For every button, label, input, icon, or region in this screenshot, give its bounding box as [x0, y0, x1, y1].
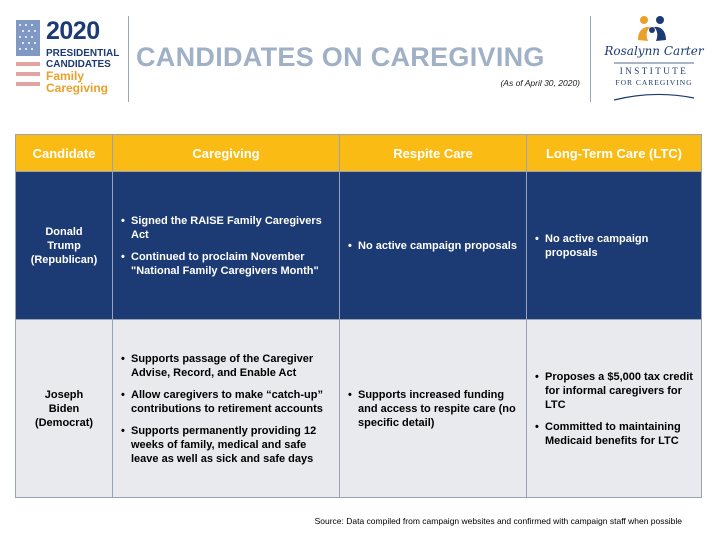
list-item: • Allow caregivers to make “catch-up” contributions to retirement accounts — [121, 388, 335, 416]
logo-year: 2020 — [46, 17, 100, 45]
candidate-last-name: Biden — [48, 402, 80, 415]
column-header-caregiving: Caregiving — [113, 135, 340, 172]
candidate-first-name: Donald — [45, 225, 83, 238]
column-header-candidate: Candidate — [16, 135, 113, 172]
list-item: • Supports permanently providing 12 weeks of family, medical and safe leave as well as sick and safe days — [121, 424, 335, 466]
list-item: • Continued to proclaim November "National Family Caregivers Month" — [121, 250, 335, 278]
presidential-candidates-logo — [16, 18, 126, 98]
respite-cell — [340, 172, 527, 320]
list-item: • Proposes a $5,000 tax credit for informal caregivers for LTC — [535, 370, 697, 412]
list-item: • No active campaign proposals — [348, 239, 522, 253]
respite-cell — [340, 320, 527, 498]
table-row-trump — [16, 172, 702, 320]
list-item: • Supports passage of the Caregiver Advise, Record, and Enable Act — [121, 352, 335, 380]
comparison-table — [15, 134, 702, 498]
logo-line-caregiving: Caregiving — [46, 81, 109, 95]
candidate-first-name: Joseph — [44, 388, 84, 401]
list-item: • No active campaign proposals — [535, 232, 697, 260]
rc-institute: INSTITUTE — [619, 66, 689, 76]
candidate-party: (Republican) — [30, 253, 98, 266]
logo-line-presidential: PRESIDENTIAL — [46, 48, 120, 59]
list-item: • Signed the RAISE Family Caregivers Act — [121, 214, 335, 242]
ltc-cell — [527, 172, 702, 320]
candidate-last-name: Trump — [47, 239, 81, 252]
rc-name: Rosalynn Carter — [604, 44, 704, 58]
table-row-biden — [16, 320, 702, 498]
source-note: Source: Data compiled from campaign websites and confirmed with campaign staff when possible — [314, 516, 682, 526]
rc-for-caregiving: FOR CAREGIVING — [615, 78, 693, 87]
list-item: • Supports increased funding and access to respite care (no specific detail) — [348, 388, 522, 430]
ltc-cell — [527, 320, 702, 498]
people-icon — [594, 14, 714, 44]
candidate-cell — [16, 320, 113, 498]
header-divider-right — [590, 16, 591, 102]
candidate-party: (Democrat) — [34, 416, 94, 429]
caregiving-cell — [113, 320, 340, 498]
logo-line-family: Family — [46, 69, 85, 83]
column-header-respite-care: Respite Care — [340, 135, 527, 172]
caregiving-cell — [113, 172, 340, 320]
rosalynn-carter-institute-logo — [594, 14, 718, 106]
flag-icon — [16, 20, 40, 90]
column-header-ltc: Long-Term Care (LTC) — [527, 135, 702, 172]
table-header-row — [16, 135, 702, 172]
candidate-cell — [16, 172, 113, 320]
as-of-date: (As of April 30, 2020) — [500, 78, 580, 88]
page-title: CANDIDATES ON CAREGIVING — [136, 42, 545, 72]
logo-line-candidates: CANDIDATES — [46, 59, 111, 70]
swoosh-icon — [594, 90, 714, 104]
list-item: • Committed to maintaining Medicaid benefits for LTC — [535, 420, 697, 448]
header-divider-left — [128, 16, 129, 102]
